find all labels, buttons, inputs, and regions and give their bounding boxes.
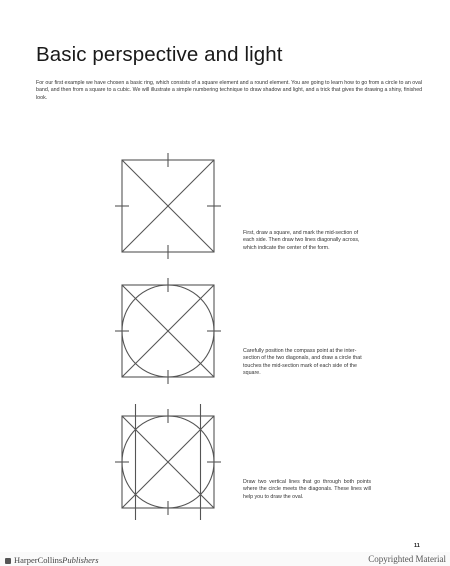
figure-square-circle [112, 275, 224, 387]
copyright-notice: Copyrighted Material [368, 554, 446, 564]
page-title: Basic perspective and light [36, 43, 283, 66]
figure-square-circle-verticals [112, 400, 224, 525]
intro-paragraph: For our first example we have chosen a basic ring, which consists of a square element and a round element. You are going to learn how to go from a circle to an oval band, and then from a square to a cubic. We will illustrate a simple numbering technique to draw shadow and light, and a trick that gives the drawing a shiny, finished look. [36, 80, 423, 101]
publisher-mark-icon [5, 558, 11, 564]
step-2-caption: Carefully position the compass point at the inter-section of the two diagonals, and draw a circle that touches the mid-section mark of each side of the square. [243, 348, 362, 377]
page-number: 11 [414, 543, 420, 549]
publisher-logo [5, 555, 99, 565]
figure-square-diagonals [112, 150, 224, 262]
step-1-caption: First, draw a square, and mark the mid-section of each side. Then draw two lines diagonally across, which indicate the center of the form. [243, 230, 360, 251]
publisher-suffix: Publishers [62, 555, 99, 565]
step-3-caption: Draw two vertical lines that go through both points where the circle meets the diagonals. These lines will help you to draw the oval. [243, 479, 371, 500]
publisher-name: HarperCollins [14, 555, 63, 565]
